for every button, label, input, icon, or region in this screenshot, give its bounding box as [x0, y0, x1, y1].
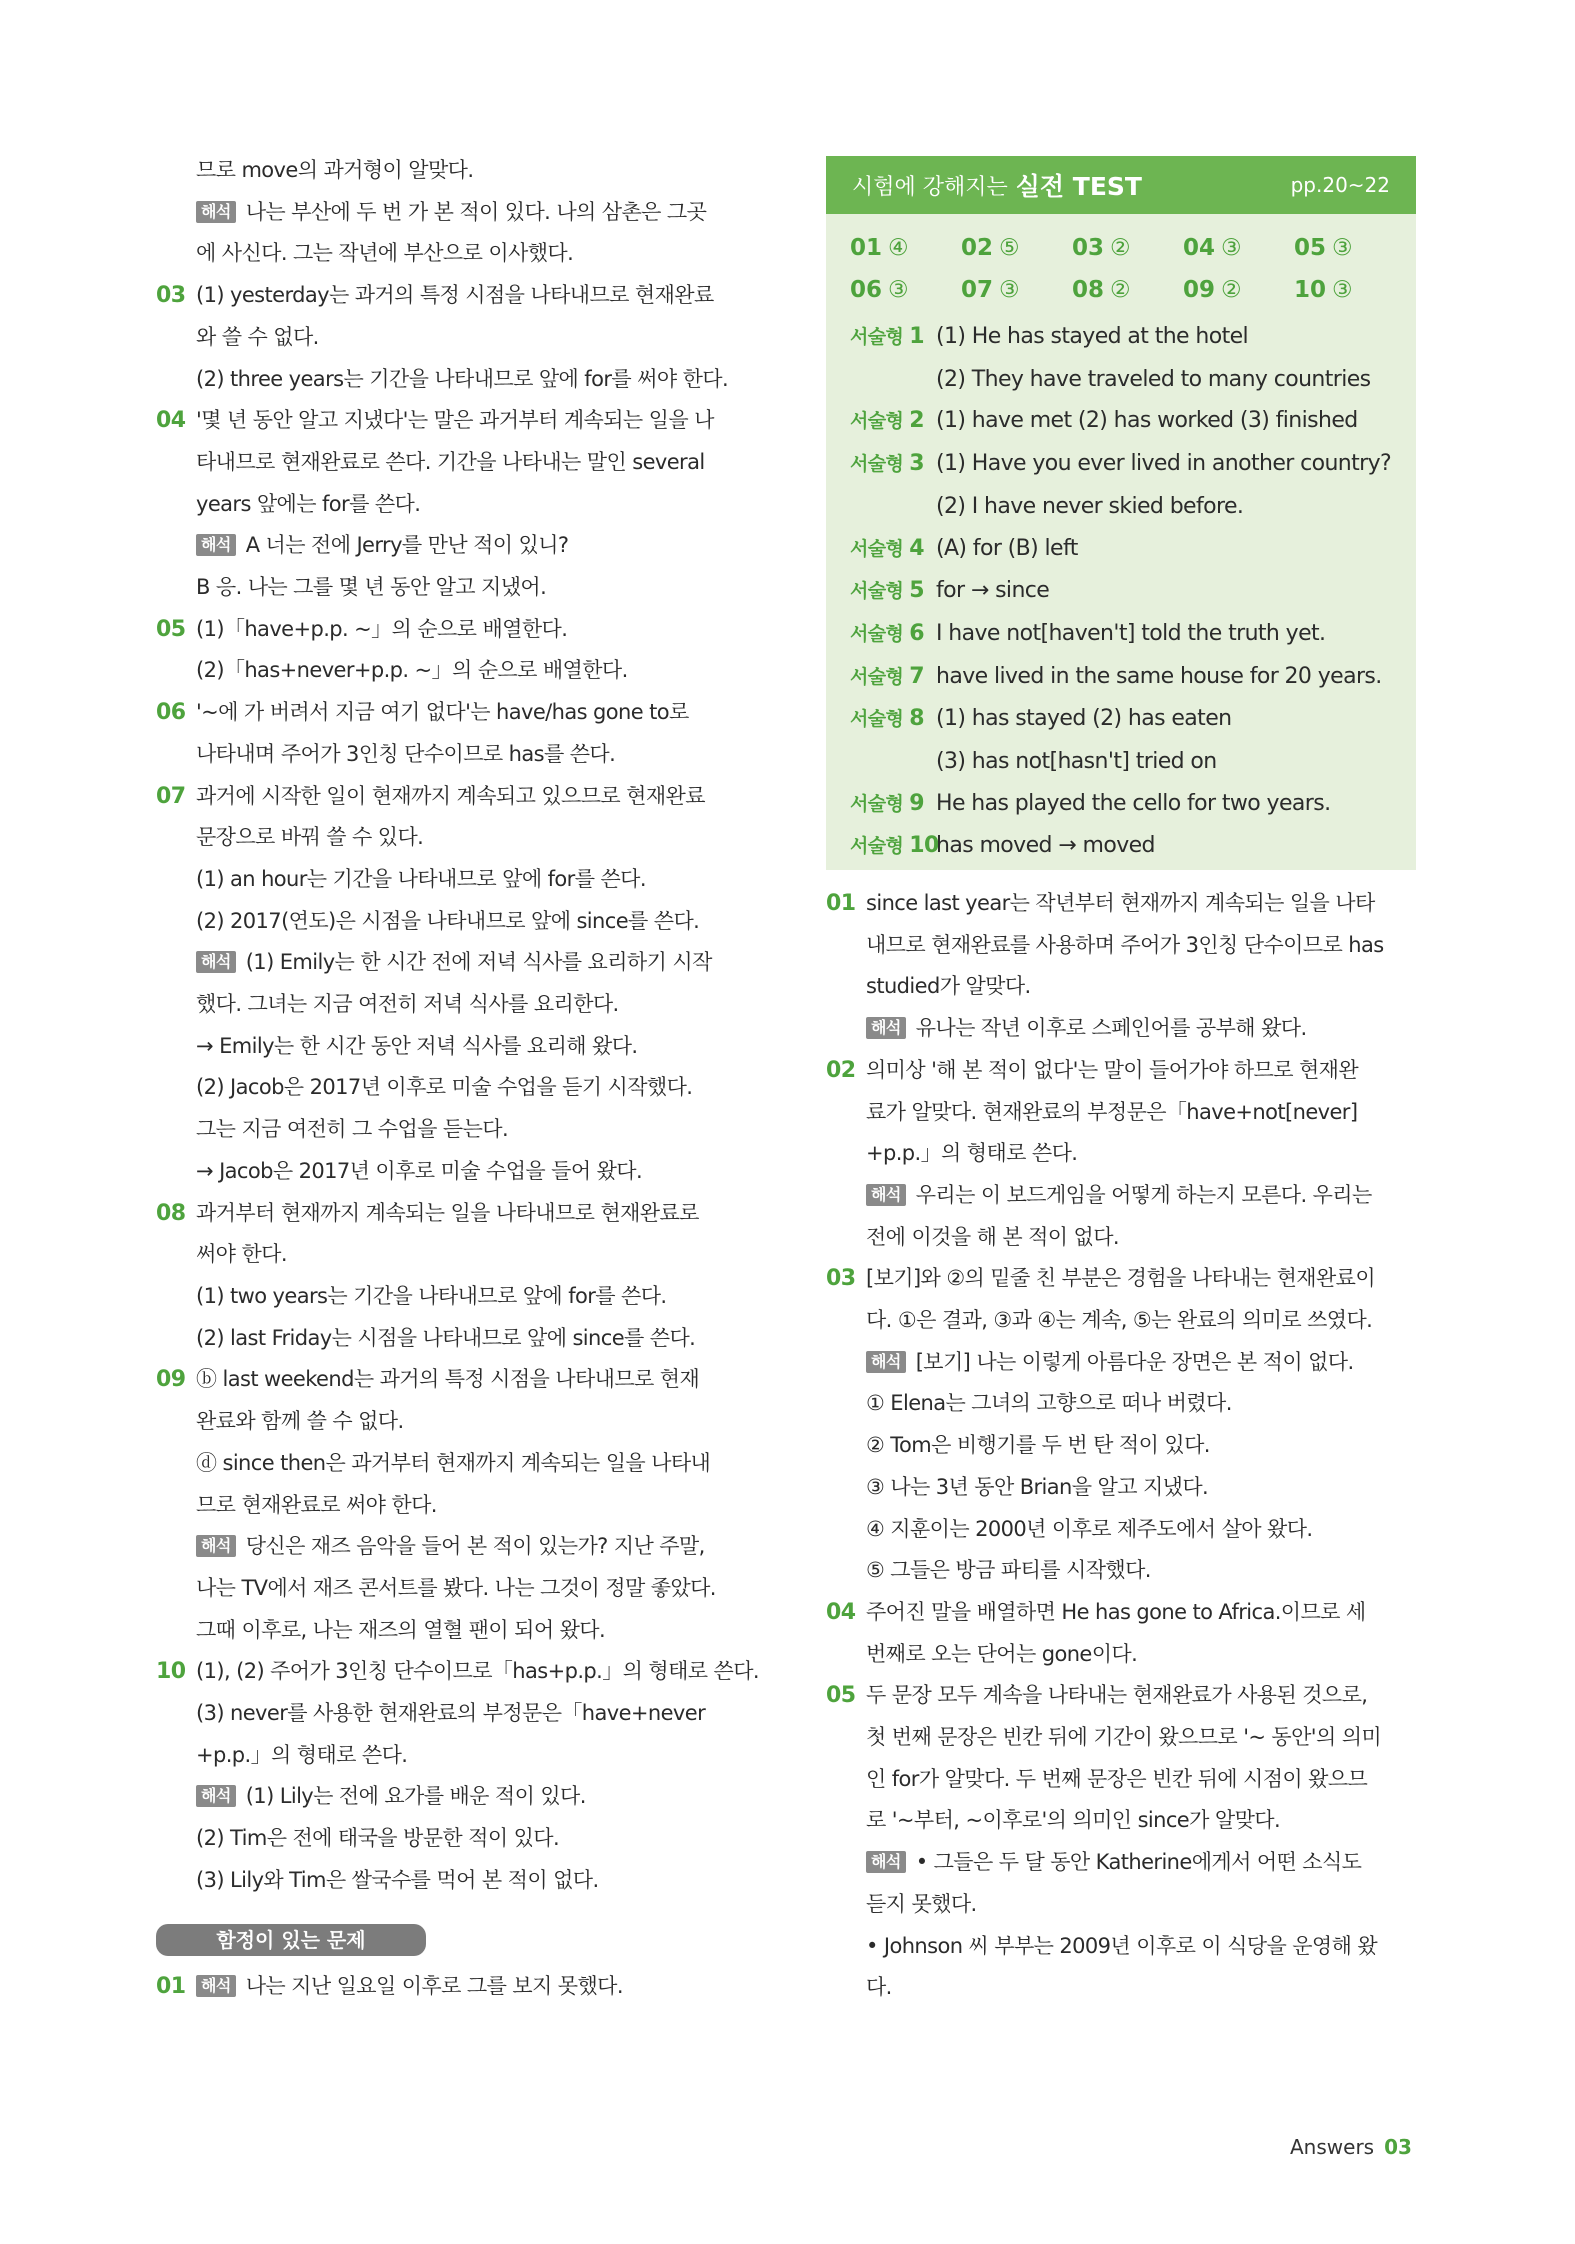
text-line — [826, 1342, 1418, 1384]
text-line — [156, 1026, 751, 1068]
written-answer-row — [850, 825, 1392, 868]
written-answer-row — [850, 613, 1392, 656]
text-line — [156, 776, 751, 818]
translation-tag: 해석 — [866, 1851, 906, 1873]
written-answer-label: 서술형 6 — [850, 620, 924, 646]
line-text: ⑤ 그들은 방금 파티를 시작했다. — [866, 1558, 1151, 1583]
question-number: 05 — [826, 1683, 856, 1709]
text-line — [826, 925, 1418, 967]
written-answer-label: 서술형 5 — [850, 578, 924, 604]
translation-tag: 해석 — [196, 1785, 236, 1807]
line-text: (1) Lily는 전에 요가를 배운 적이 있다. — [245, 1784, 586, 1809]
answer-choice: ③ — [888, 277, 909, 303]
text-line — [156, 192, 751, 234]
written-answer-text: (2) I have never skied before. — [936, 493, 1244, 519]
text-line — [156, 1651, 759, 1693]
line-text: 첫 번째 문장은 빈칸 뒤에 기간이 왔으므로 '~ 동안'의 의미 — [866, 1725, 1382, 1750]
text-line — [156, 650, 751, 692]
line-text: ① Elena는 그녀의 고향으로 떠나 버렸다. — [866, 1391, 1232, 1416]
line-text: → Emily는 한 시간 동안 저녁 식사를 요리해 왔다. — [196, 1033, 638, 1058]
line-text: 그는 지금 여전히 그 수업을 듣는다. — [196, 1117, 509, 1142]
line-text: [보기] 나는 이렇게 아름다운 장면은 본 적이 없다. — [915, 1349, 1354, 1374]
answer-item — [1072, 270, 1183, 310]
text-line — [156, 734, 751, 776]
answer-number: 01 — [850, 235, 883, 261]
text-line — [826, 1300, 1418, 1342]
line-text: 써야 한다. — [196, 1242, 287, 1267]
written-answer-text: have lived in the same house for 20 years. — [936, 663, 1382, 689]
written-answer-text: has moved → moved — [936, 833, 1155, 859]
line-text: (3) Lily와 Tim은 쌀국수를 먹어 본 적이 없다. — [196, 1867, 599, 1892]
translation-tag: 해석 — [196, 534, 236, 556]
line-text: +p.p.」의 형태로 쓴다. — [196, 1742, 408, 1767]
answer-choice: ② — [1221, 277, 1242, 303]
text-line — [156, 1151, 751, 1193]
answer-number: 03 — [1072, 235, 1105, 261]
line-text: studied가 알맞다. — [866, 974, 1031, 999]
written-answer-label: 서술형 7 — [850, 663, 924, 689]
written-answer-label — [850, 741, 936, 783]
line-text: ⓓ since then은 과거부터 현재까지 계속되는 일을 나타내 — [196, 1450, 711, 1475]
line-text: (1)「have+p.p. ~」의 순으로 배열한다. — [196, 616, 568, 641]
line-text: B 응. 나는 그를 몇 년 동안 알고 지냈어. — [196, 575, 547, 600]
written-answer-label — [850, 359, 936, 401]
line-text: +p.p.」의 형태로 쓴다. — [866, 1141, 1078, 1166]
line-text: 인 for가 알맞다. 두 번째 문장은 빈칸 뒤에 시점이 왔으므 — [866, 1766, 1368, 1791]
text-line — [156, 1860, 751, 1902]
line-text: 다. ①은 결과, ③과 ④는 계속, ⑤는 완료의 의미로 쓰였다. — [866, 1308, 1373, 1333]
answer-number: 06 — [850, 277, 883, 303]
written-answer-row — [850, 783, 1392, 826]
text-line — [156, 1735, 751, 1777]
text-line — [826, 1550, 1418, 1592]
line-text: 나는 TV에서 재즈 콘서트를 봤다. 나는 그것이 정말 좋았다. — [196, 1575, 716, 1600]
answer-number: 05 — [1294, 235, 1327, 261]
answer-choice: ② — [1110, 235, 1131, 261]
line-text: ③ 나는 3년 동안 Brian을 알고 지냈다. — [866, 1474, 1209, 1499]
line-text: (2) 2017(연도)은 시점을 나타내므로 앞에 since를 쓴다. — [196, 908, 700, 933]
question-number: 03 — [826, 1266, 856, 1292]
answer-choice: ④ — [888, 235, 909, 261]
line-text: ④ 지훈이는 2000년 이후로 제주도에서 살아 왔다. — [866, 1516, 1313, 1541]
answer-number: 02 — [961, 235, 994, 261]
line-text: → Jacob은 2017년 이후로 미술 수업을 들어 왔다. — [196, 1158, 643, 1183]
text-line — [826, 1175, 1418, 1217]
translation-tag: 해석 — [196, 1975, 236, 1997]
written-answer-label: 서술형 4 — [850, 535, 924, 561]
text-line — [826, 1926, 1418, 1968]
text-line — [826, 1050, 1418, 1092]
text-line — [156, 1818, 751, 1860]
translation-tag: 해석 — [196, 201, 236, 223]
question-number: 02 — [826, 1057, 856, 1083]
text-line — [156, 1443, 751, 1485]
written-answer-row — [850, 443, 1392, 486]
translation-tag: 해석 — [196, 1535, 236, 1557]
text-line — [156, 484, 751, 526]
text-line — [826, 966, 1418, 1008]
test-box-header — [826, 156, 1416, 214]
line-text: 내므로 현재완료를 사용하며 주어가 3인칭 단수이므로 has — [866, 932, 1384, 957]
line-text: 므로 move의 과거형이 알맞다. — [196, 158, 474, 182]
question-number: 03 — [156, 283, 186, 309]
text-line — [156, 1318, 751, 1360]
written-answer-text: (1) has stayed (2) has eaten — [936, 706, 1232, 732]
line-text: 우리는 이 보드게임을 어떻게 하는지 모른다. 우리는 — [915, 1182, 1372, 1207]
text-line — [826, 1258, 1418, 1300]
line-text: 했다. 그녀는 지금 여전히 저녁 식사를 요리한다. — [196, 992, 619, 1017]
written-answer-row — [850, 656, 1392, 699]
answer-item — [850, 270, 961, 310]
question-number: 07 — [156, 783, 186, 809]
written-answer-row — [850, 528, 1392, 571]
answer-item — [1294, 270, 1405, 310]
translation-tag: 해석 — [866, 1351, 906, 1373]
text-line — [826, 1383, 1418, 1425]
answer-item — [961, 270, 1072, 310]
line-text: 당신은 재즈 음악을 들어 본 적이 있는가? 지난 주말, — [245, 1534, 705, 1559]
text-line — [156, 984, 751, 1026]
written-answer-label: 서술형 2 — [850, 408, 924, 434]
text-line — [826, 1509, 1418, 1551]
line-text: • Johnson 씨 부부는 2009년 이후로 이 식당을 운영해 왔 — [866, 1933, 1378, 1958]
line-text: 다. — [866, 1975, 892, 2000]
text-line — [826, 1884, 1418, 1926]
answer-choice: ③ — [999, 277, 1020, 303]
written-answer-label: 서술형 3 — [850, 451, 924, 477]
text-line — [156, 1234, 751, 1276]
page-number: 03 — [1384, 2135, 1412, 2159]
question-number: 06 — [156, 700, 186, 726]
footer-label: Answers — [1290, 2135, 1375, 2159]
line-text: 료가 알맞다. 현재완료의 부정문은「have+not[never] — [866, 1099, 1358, 1124]
line-text: 의미상 '해 본 적이 없다'는 말이 들어가야 하므로 현재완 — [866, 1057, 1359, 1082]
text-line — [826, 1675, 1418, 1717]
text-line — [156, 1526, 751, 1568]
answer-number: 09 — [1183, 277, 1216, 303]
text-line — [156, 1109, 751, 1151]
text-line — [156, 567, 751, 609]
written-answer-row — [850, 741, 1392, 783]
answer-number: 10 — [1294, 277, 1327, 303]
text-line — [826, 1592, 1418, 1634]
text-line — [826, 1092, 1418, 1134]
answer-number: 08 — [1072, 277, 1105, 303]
line-text: ② Tom은 비행기를 두 번 탄 적이 있다. — [866, 1433, 1210, 1458]
written-answer-row — [850, 316, 1392, 359]
written-answer-row — [850, 400, 1392, 443]
text-line — [156, 901, 751, 943]
test-pages: pp.20~22 — [1290, 173, 1390, 197]
answer-choice: ③ — [1221, 235, 1242, 261]
written-answer-label — [850, 486, 936, 528]
line-text: (1), (2) 주어가 3인칭 단수이므로「has+p.p.」의 형태로 쓴다. — [196, 1659, 759, 1684]
line-text: • 그들은 두 달 동안 Katherine에게서 어떤 소식도 — [915, 1850, 1362, 1875]
line-text: 나는 부산에 두 번 가 본 적이 있다. 나의 삼촌은 그곳 — [245, 199, 707, 224]
line-text: (2)「has+never+p.p. ~」의 순으로 배열한다. — [196, 658, 628, 683]
text-line — [156, 359, 751, 401]
text-line — [156, 442, 751, 484]
text-line — [826, 1467, 1418, 1509]
line-text: (1) two years는 기간을 나타내므로 앞에 for를 쓴다. — [196, 1283, 667, 1308]
line-text: (2) last Friday는 시점을 나타내므로 앞에 since를 쓴다. — [196, 1325, 696, 1350]
answer-choice: ⑤ — [999, 235, 1020, 261]
question-number: 05 — [156, 616, 186, 642]
text-line — [156, 1776, 751, 1818]
written-answer-label: 서술형 10 — [850, 833, 939, 859]
written-answer-text: (3) has not[hasn't] tried on — [936, 749, 1217, 775]
written-answer-label: 서술형 9 — [850, 790, 924, 816]
text-line — [826, 1759, 1418, 1801]
text-line — [826, 883, 1418, 925]
answer-item — [1183, 270, 1294, 310]
written-answer-text: He has played the cello for two years. — [936, 790, 1331, 816]
line-text: 그때 이후로, 나는 재즈의 열혈 팬이 되어 왔다. — [196, 1617, 606, 1642]
text-line — [156, 400, 751, 442]
text-line — [156, 1693, 751, 1735]
answer-grid — [826, 214, 1416, 310]
written-answer-text: (2) They have traveled to many countries — [936, 366, 1371, 392]
line-text: 두 문장 모두 계속을 나타내는 현재완료가 사용된 것으로, — [866, 1683, 1368, 1708]
question-number: 01 — [156, 1973, 186, 1999]
line-text: 므로 현재완료로 써야 한다. — [196, 1492, 437, 1517]
text-line — [156, 1401, 751, 1443]
text-line — [156, 275, 751, 317]
answer-choice: ② — [1110, 277, 1131, 303]
line-text: (2) Jacob은 2017년 이후로 미술 수업을 듣기 시작했다. — [196, 1075, 693, 1100]
text-line — [826, 1967, 1418, 2009]
line-text: '몇 년 동안 알고 지냈다'는 말은 과거부터 계속되는 일을 나 — [196, 408, 714, 433]
text-line — [826, 1842, 1418, 1884]
text-line — [826, 1425, 1418, 1467]
line-text: 유나는 작년 이후로 스페인어를 공부해 왔다. — [915, 1016, 1307, 1041]
line-text: 듣지 못했다. — [866, 1891, 977, 1916]
written-answer-row — [850, 486, 1392, 528]
line-text: 과거부터 현재까지 계속되는 일을 나타내므로 현재완료로 — [196, 1200, 699, 1225]
test-title-prefix: 시험에 강해지는 — [852, 174, 1008, 200]
text-line — [156, 609, 751, 651]
text-line — [156, 692, 751, 734]
answer-number: 07 — [961, 277, 994, 303]
text-line — [156, 817, 751, 859]
written-answers — [826, 310, 1416, 868]
text-line — [826, 1634, 1418, 1676]
text-line — [826, 1217, 1418, 1259]
written-answer-text: I have not[haven't] told the truth yet. — [936, 620, 1326, 646]
trap-section-label: 함정이 있는 문제 — [156, 1924, 426, 1956]
page-footer — [1290, 2135, 1412, 2159]
line-text: (1) yesterday는 과거의 특정 시점을 나타내므로 현재완료 — [196, 283, 714, 308]
line-text: since last year는 작년부터 현재까지 계속되는 일을 나타 — [866, 891, 1375, 915]
line-text: 나는 지난 일요일 이후로 그를 보지 못했다. — [245, 1973, 623, 1998]
line-text: (1) an hour는 기간을 나타내므로 앞에 for를 쓴다. — [196, 866, 646, 891]
text-line — [826, 1717, 1418, 1759]
written-answer-row — [850, 359, 1392, 401]
answer-number: 04 — [1183, 235, 1216, 261]
line-text: ⓑ last weekend는 과거의 특정 시점을 나타내므로 현재 — [196, 1367, 700, 1392]
test-title: 실전 TEST — [1015, 172, 1142, 201]
text-line — [156, 1359, 751, 1401]
test-answer-box — [826, 156, 1416, 870]
line-text: 과거에 시작한 일이 현재까지 계속되고 있으므로 현재완료 — [196, 783, 705, 808]
written-answer-text: (1) Have you ever lived in another country? — [936, 451, 1392, 477]
line-text: years 앞에는 for를 쓴다. — [196, 491, 421, 516]
text-line — [826, 1800, 1418, 1842]
line-text: 완료와 함께 쓸 수 없다. — [196, 1409, 404, 1434]
translation-tag: 해석 — [866, 1017, 906, 1039]
answer-item — [961, 228, 1072, 268]
text-line — [156, 1485, 751, 1527]
text-line — [156, 1193, 751, 1235]
trap-question-line — [156, 1966, 751, 2008]
line-text: 와 쓸 수 없다. — [196, 324, 319, 349]
text-line — [156, 859, 751, 901]
text-line — [156, 1067, 751, 1109]
text-line — [156, 233, 751, 275]
text-line — [826, 1008, 1418, 1050]
line-text: 주어진 말을 배열하면 He has gone to Africa.이므로 세 — [866, 1599, 1366, 1624]
line-text: (2) three years는 기간을 나타내므로 앞에 for를 써야 한다. — [196, 366, 729, 391]
line-text: 나타내며 주어가 3인칭 단수이므로 has를 쓴다. — [196, 741, 616, 766]
translation-tag: 해석 — [866, 1184, 906, 1206]
answer-item — [1072, 228, 1183, 268]
text-line — [156, 1610, 751, 1652]
translation-tag: 해석 — [196, 951, 236, 973]
question-number: 09 — [156, 1367, 186, 1393]
written-answer-label: 서술형 8 — [850, 706, 924, 732]
question-number: 01 — [826, 891, 856, 916]
text-line — [156, 1568, 751, 1610]
line-text: 에 사신다. 그는 작년에 부산으로 이사했다. — [196, 241, 574, 266]
answer-choice: ③ — [1332, 277, 1353, 303]
line-text: 문장으로 바꿔 쓸 수 있다. — [196, 825, 424, 850]
text-line — [156, 150, 751, 192]
text-line — [156, 317, 751, 359]
line-text: 전에 이것을 해 본 적이 없다. — [866, 1224, 1119, 1249]
right-column — [826, 883, 1418, 2009]
line-text: (1) Emily는 한 시간 전에 저녁 식사를 요리하기 시작 — [245, 950, 712, 975]
line-text: [보기]와 ②의 밑줄 친 부분은 경험을 나타내는 현재완료이 — [866, 1266, 1376, 1291]
written-answer-text: (A) for (B) left — [936, 535, 1078, 561]
written-answer-text: for → since — [936, 578, 1050, 604]
line-text: (2) Tim은 전에 태국을 방문한 적이 있다. — [196, 1826, 560, 1851]
question-number: 10 — [156, 1659, 186, 1685]
line-text: '~에 가 버려서 지금 여기 없다'는 have/has gone to로 — [196, 700, 689, 725]
answer-choice: ③ — [1332, 235, 1353, 261]
written-answer-text: (1) He has stayed at the hotel — [936, 324, 1249, 349]
answer-item — [1294, 228, 1405, 268]
line-text: 로 '~부터, ~이후로'의 의미인 since가 알맞다. — [866, 1808, 1281, 1833]
written-answer-row — [850, 570, 1392, 613]
text-line — [156, 525, 751, 567]
line-text: 번째로 오는 단어는 gone이다. — [866, 1641, 1138, 1666]
text-line — [156, 942, 751, 984]
written-answer-label: 서술형 1 — [850, 324, 924, 349]
answer-item — [1183, 228, 1294, 268]
text-line — [156, 1276, 751, 1318]
line-text: (3) never를 사용한 현재완료의 부정문은「have+never — [196, 1701, 706, 1726]
written-answer-text: (1) have met (2) has worked (3) finished — [936, 408, 1358, 434]
line-text: 타내므로 현재완료로 쓴다. 기간을 나타내는 말인 several — [196, 449, 705, 474]
line-text: A 너는 전에 Jerry를 만난 적이 있니? — [245, 533, 569, 558]
written-answer-row — [850, 698, 1392, 741]
left-column — [156, 150, 759, 2007]
answer-item — [850, 228, 961, 268]
text-line — [826, 1133, 1418, 1175]
question-number: 04 — [156, 408, 186, 434]
question-number: 04 — [826, 1599, 856, 1625]
question-number: 08 — [156, 1200, 186, 1226]
